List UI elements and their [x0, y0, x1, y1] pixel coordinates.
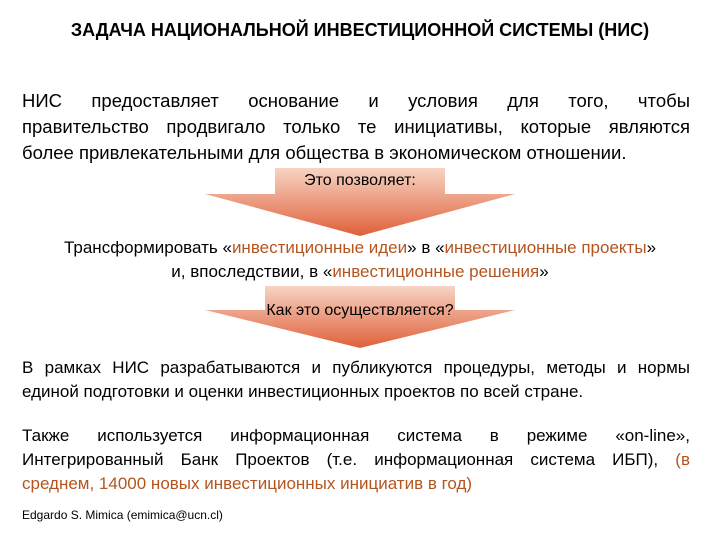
- arrow-label-first: Это позволяет:: [304, 172, 416, 189]
- system-line: Также используется информационная система в режиме «on-line»,: [22, 426, 690, 445]
- highlight-average-count: среднем, 14000 новых инвестиционных инициатив в год): [22, 474, 473, 493]
- arrow-label-second: Как это осуществляется?: [266, 302, 454, 319]
- system-line: [22, 448, 690, 472]
- transform-line-1: [0, 236, 720, 260]
- highlight-average-open: (в: [675, 450, 690, 469]
- system-paragraph: [22, 424, 690, 496]
- transform-line-2: [0, 260, 720, 284]
- intro-paragraph: [22, 88, 690, 166]
- text-fragment: и, впоследствии, в «: [171, 262, 333, 281]
- highlight-investment-decisions: инвестиционные решения: [332, 262, 540, 281]
- down-arrow-second: [205, 286, 515, 348]
- text-fragment: » в «: [407, 238, 445, 257]
- text-fragment: »: [539, 262, 549, 281]
- author-footer: Edgardo S. Mimica (emimica@ucn.cl): [22, 508, 223, 522]
- procedures-paragraph: [22, 356, 690, 404]
- highlight-investment-ideas: инвестиционные идеи: [231, 238, 408, 257]
- text-fragment: Трансформировать «: [63, 238, 232, 257]
- page-title: ЗАДАЧА НАЦИОНАЛЬНОЙ ИНВЕСТИЦИОННОЙ СИСТЕМЫ (НИС): [70, 20, 650, 40]
- intro-line: более привлекательными для общества в экономическом отношении.: [22, 142, 627, 163]
- down-arrow-first: [205, 168, 515, 236]
- highlight-investment-projects: инвестиционные проекты: [444, 238, 647, 257]
- text-fragment: Интегрированный Банк Проектов (т.е. информационная система ИБП),: [22, 450, 659, 469]
- transform-text: [0, 236, 720, 284]
- intro-line: НИС предоставляет основание и условия для того, чтобы: [22, 90, 690, 111]
- text-fragment: »: [646, 238, 657, 257]
- intro-line: правительство продвигало только те инициативы, которые являются: [22, 116, 690, 137]
- procedures-line: единой подготовки и оценки инвестиционных проектов по всей стране.: [22, 382, 584, 401]
- procedures-line: В рамках НИС разрабатываются и публикуются процедуры, методы и нормы: [22, 358, 690, 377]
